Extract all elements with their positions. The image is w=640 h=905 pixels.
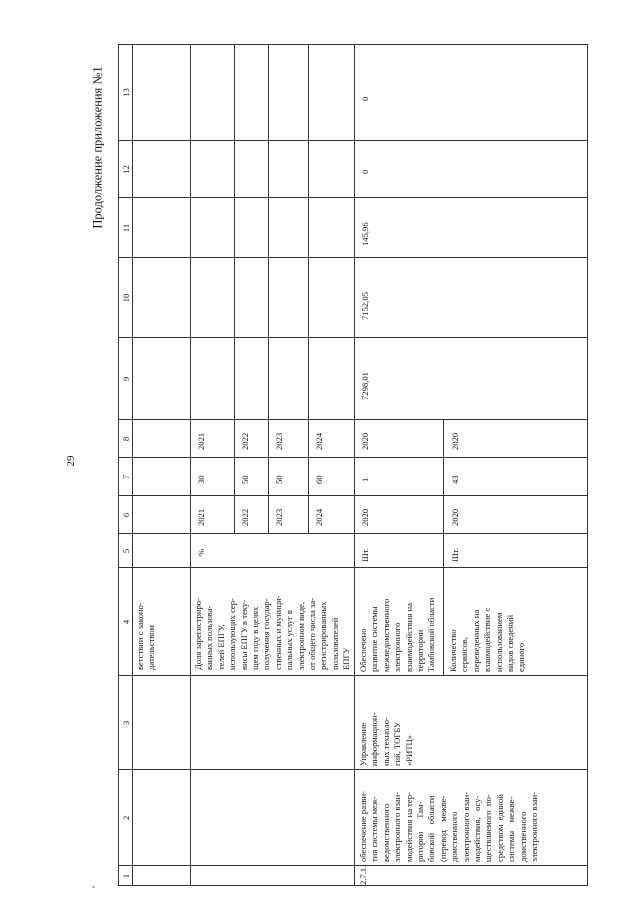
column-number-3: 3	[121, 720, 131, 726]
page-number: 29	[65, 455, 77, 467]
row-subseparator	[234, 44, 235, 420]
indicator-target-year: 2020	[360, 432, 370, 450]
indicator-value: 43	[450, 475, 460, 484]
column-divider	[118, 197, 588, 198]
item-number: 2.7.1.	[358, 865, 368, 885]
share-value-col7: 50	[240, 475, 250, 484]
share-year-col8: 2024	[314, 432, 324, 450]
indicator-services-count: Количество сервисов, переведенных на взаимодействие с использованием видов сведений единого	[448, 607, 527, 672]
indicator-target-year: 2020	[450, 432, 460, 450]
column-divider	[118, 337, 588, 338]
column-divider	[118, 140, 588, 141]
column-number-1: 1	[121, 873, 131, 879]
share-value-col7: 50	[274, 475, 284, 484]
scan-speck	[92, 886, 95, 888]
column-number-4: 4	[121, 619, 131, 625]
share-year-col6: 2023	[274, 508, 284, 526]
column-number-12: 12	[121, 165, 131, 174]
column-divider	[118, 495, 588, 496]
share-year-separator	[234, 420, 235, 534]
funding-regional: 7152,05	[360, 292, 370, 320]
indicator-unit: Шт.	[450, 548, 460, 562]
column-divider	[118, 769, 588, 770]
share-value-col7: 30	[196, 475, 206, 484]
row-separator	[190, 44, 191, 886]
appendix-table	[118, 44, 588, 886]
indicator-system-development: Обеспечено развитие системы межведомственного электронного взаимодействия на территории Тамбовской области	[358, 597, 437, 672]
item-responsible: Управление информацион- ных техноло- гий, ТОГБУ «РИТЦ»	[358, 712, 414, 766]
column-divider	[118, 419, 588, 420]
indicator-unit: Шт.	[360, 548, 370, 562]
share-year-col6: 2024	[314, 508, 324, 526]
column-number-6: 6	[121, 512, 131, 518]
table-border-side	[118, 885, 588, 886]
row-continuation-col4: ветствии с законо- дательством	[135, 602, 157, 670]
indicator-base-year: 2020	[450, 508, 460, 526]
column-divider	[118, 257, 588, 258]
row-share-col4: Доля зарегистриро- ванных пользова- телей ЕПГУ, использующих сер- висы ЕПГУ в теку- щем году в целях получения государ- ственных и муници- пальных услуг в электронном виде, от общего числа за- регистрированных пользователей ЕПГУ	[193, 595, 352, 670]
column-number-9: 9	[121, 376, 131, 382]
item-description: обеспечение разви- тия системы меж- ведомственного электронного взаи- модействия на тер- ритории Там- бовской области (перевод межве- домственного электронного взаи- модействия, осу- ществляемого по- средством единой системы межве- домственного электронного взаи-	[358, 791, 540, 862]
funding-extrabudgetary: 0	[360, 96, 370, 101]
funding-local: 0	[360, 169, 370, 174]
indicator-value: 1	[360, 477, 370, 482]
column-number-13: 13	[121, 88, 131, 97]
row-subseparator	[308, 44, 309, 420]
indicator-base-year: 2020	[360, 508, 370, 526]
share-year-separator	[308, 420, 309, 534]
appendix-caption-text: Продолжение приложения №1	[90, 66, 105, 229]
row-share-unit: %	[196, 548, 206, 556]
column-divider	[118, 865, 588, 866]
column-number-7: 7	[121, 474, 131, 480]
share-year-col8: 2022	[240, 432, 250, 450]
column-divider	[118, 457, 588, 458]
share-value-col7: 60	[314, 475, 324, 484]
column-number-8: 8	[121, 436, 131, 442]
column-divider	[118, 533, 588, 534]
column-divider	[118, 567, 588, 568]
share-year-col8: 2023	[274, 432, 284, 450]
column-number-2: 2	[121, 815, 131, 821]
share-year-col8: 2021	[196, 432, 206, 450]
column-number-5: 5	[121, 548, 131, 554]
table-wrapper	[118, 44, 588, 886]
funding-total: 7298,01	[360, 372, 370, 400]
share-year-col6: 2021	[196, 508, 206, 526]
share-year-separator	[268, 420, 269, 534]
table-border-side	[118, 44, 588, 45]
row-separator	[354, 44, 355, 886]
funding-federal: 145,96	[360, 222, 370, 246]
row-subseparator	[268, 44, 269, 420]
indicator-separator	[443, 420, 444, 676]
column-divider	[118, 675, 588, 676]
column-number-10: 10	[121, 293, 131, 303]
share-year-col6: 2022	[240, 508, 250, 526]
table-border-bottom	[587, 44, 588, 886]
column-number-11: 11	[121, 223, 131, 233]
